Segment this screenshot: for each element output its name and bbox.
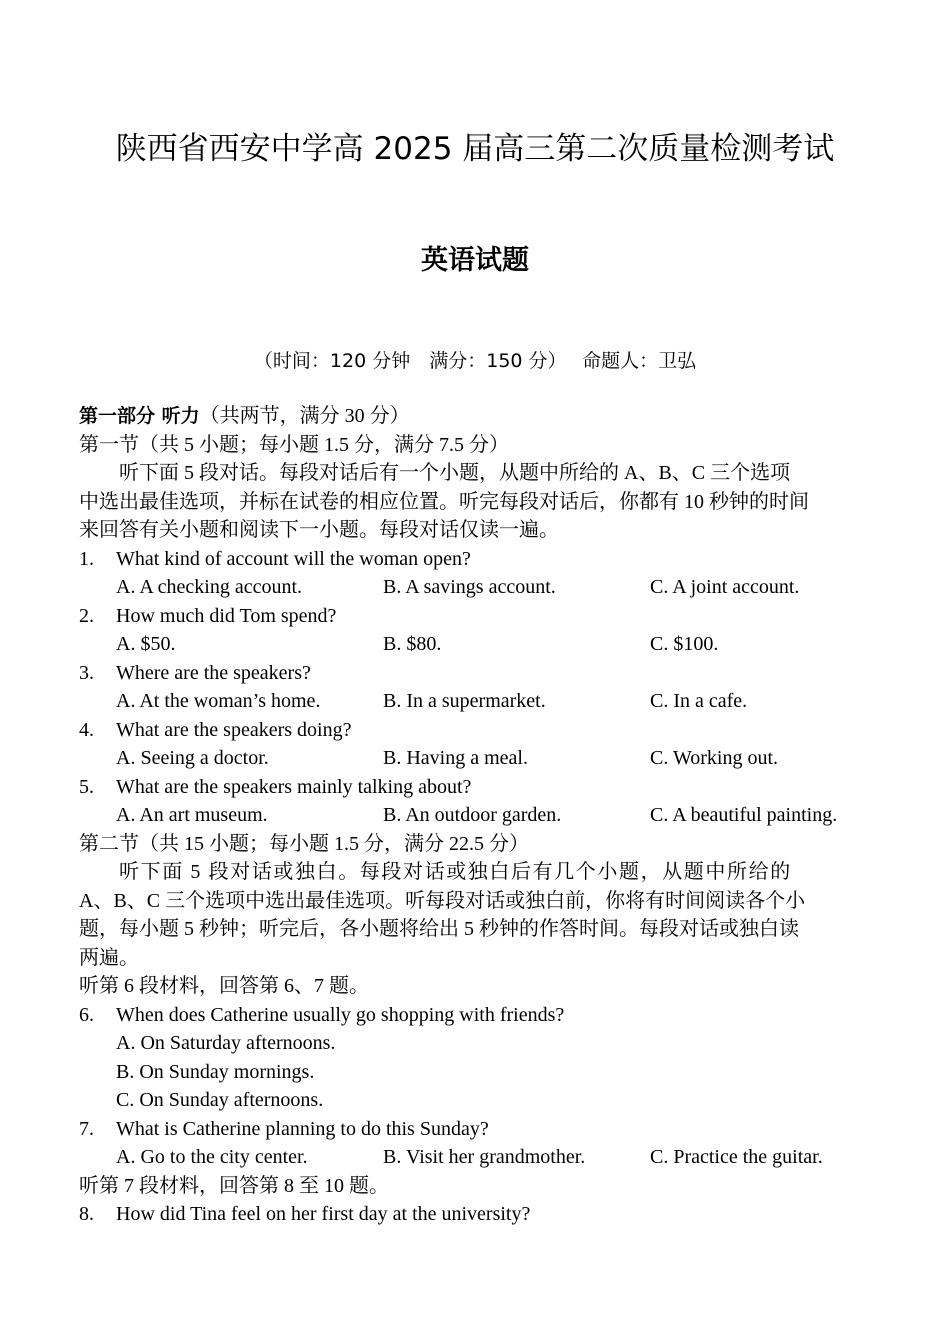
question-text: How did Tina feel on her first day at the university? <box>116 1203 531 1225</box>
section2-instructions-line: 两遍。 <box>79 946 139 969</box>
part-heading-bold: 第一部分 听力 <box>79 405 200 427</box>
section2-heading: 第二节（共 15 小题；每小题 1.5 分，满分 22.5 分） <box>79 832 529 855</box>
option-a: A. On Saturday afternoons. <box>116 1032 336 1054</box>
group-7-heading: 听第 7 段材料，回答第 8 至 10 题。 <box>79 1174 389 1197</box>
option-a: A. Seeing a doctor. <box>116 747 269 769</box>
question-text: What is Catherine planning to do this Sunday? <box>116 1117 489 1140</box>
section2-instructions-line: 听下面 5 段对话或独白。每段对话或独白后有几个小题，从题中所给的 <box>119 861 792 883</box>
option-b: B. An outdoor garden. <box>383 804 562 826</box>
option-c: C. $100. <box>650 633 719 655</box>
section1-instructions-line: 听下面 5 段对话。每段对话后有一个小题，从题中所给的 A、B、C 三个选项 <box>119 462 791 484</box>
part-heading-detail: （共两节，满分 30 分） <box>199 405 410 427</box>
exam-info: （时间：120 分钟 满分：150 分） 命题人：卫弘 <box>253 350 697 372</box>
option-c: C. A joint account. <box>650 576 800 598</box>
option-c: C. In a cafe. <box>650 690 748 712</box>
question-3-options <box>79 687 872 716</box>
question-text: Where are the speakers? <box>116 661 311 684</box>
option-a: A. Go to the city center. <box>116 1146 308 1168</box>
question-2-options <box>79 630 872 659</box>
question-5-options <box>79 801 872 830</box>
question-3 <box>79 659 872 688</box>
question-text: What are the speakers doing? <box>116 718 352 741</box>
question-number: 5. <box>79 775 94 798</box>
option-b: B. Visit her grandmother. <box>383 1146 586 1168</box>
option-b: B. Having a meal. <box>383 747 528 769</box>
option-c: C. A beautiful painting. <box>650 804 838 826</box>
part-heading <box>79 402 872 431</box>
question-number: 8. <box>79 1203 94 1225</box>
option-b: B. On Sunday mornings. <box>116 1060 315 1083</box>
question-number: 6. <box>79 1003 94 1026</box>
question-4 <box>79 716 872 745</box>
question-text: What kind of account will the woman open? <box>116 547 471 570</box>
section1-instructions-line: 中选出最佳选项，并标在试卷的相应位置。听完每段对话后，你都有 10 秒钟的时间 <box>79 490 809 513</box>
option-c: C. On Sunday afternoons. <box>116 1089 324 1111</box>
option-a: A. A checking account. <box>116 576 303 598</box>
question-text: What are the speakers mainly talking about? <box>116 775 472 798</box>
option-a: A. An art museum. <box>116 804 268 826</box>
question-text: When does Catherine usually go shopping with friends? <box>116 1003 565 1026</box>
section2-instructions-line: 题，每小题 5 秒钟；听完后，各小题将给出 5 秒钟的作答时间。每段对话或独白读 <box>79 918 799 940</box>
option-c: C. Practice the guitar. <box>650 1146 823 1168</box>
subject-title: 英语试题 <box>421 245 529 276</box>
exam-content <box>79 402 872 1229</box>
page-title: 陕西省西安中学高 2025 届高三第二次质量检测考试 <box>115 131 835 167</box>
option-b: B. In a supermarket. <box>383 690 546 712</box>
section1-heading: 第一节（共 5 小题；每小题 1.5 分，满分 7.5 分） <box>79 433 509 456</box>
section2-instructions-line: A、B、C 三个选项中选出最佳选项。听每段对话或独白前，你将有时间阅读各个小 <box>79 889 806 912</box>
section1-instructions-line: 来回答有关小题和阅读下一小题。每段对话仅读一遍。 <box>79 519 559 541</box>
question-number: 2. <box>79 604 94 627</box>
option-a: A. $50. <box>116 633 176 655</box>
question-6 <box>79 1001 872 1030</box>
question-number: 1. <box>79 547 94 570</box>
question-7 <box>79 1115 872 1144</box>
question-1-options <box>79 573 872 602</box>
option-b: B. A savings account. <box>383 576 556 598</box>
option-a: A. At the woman’s home. <box>116 690 321 712</box>
question-text: How much did Tom spend? <box>116 604 337 627</box>
option-b: B. $80. <box>383 633 442 655</box>
question-2 <box>79 602 872 631</box>
option-c: C. Working out. <box>650 747 779 769</box>
question-5 <box>79 773 872 802</box>
question-8 <box>79 1200 872 1229</box>
group-6-heading: 听第 6 段材料，回答第 6、7 题。 <box>79 975 369 997</box>
question-7-options <box>79 1143 872 1172</box>
question-number: 7. <box>79 1117 94 1140</box>
question-number: 3. <box>79 661 94 684</box>
question-1 <box>79 545 872 574</box>
question-4-options <box>79 744 872 773</box>
question-number: 4. <box>79 718 94 741</box>
